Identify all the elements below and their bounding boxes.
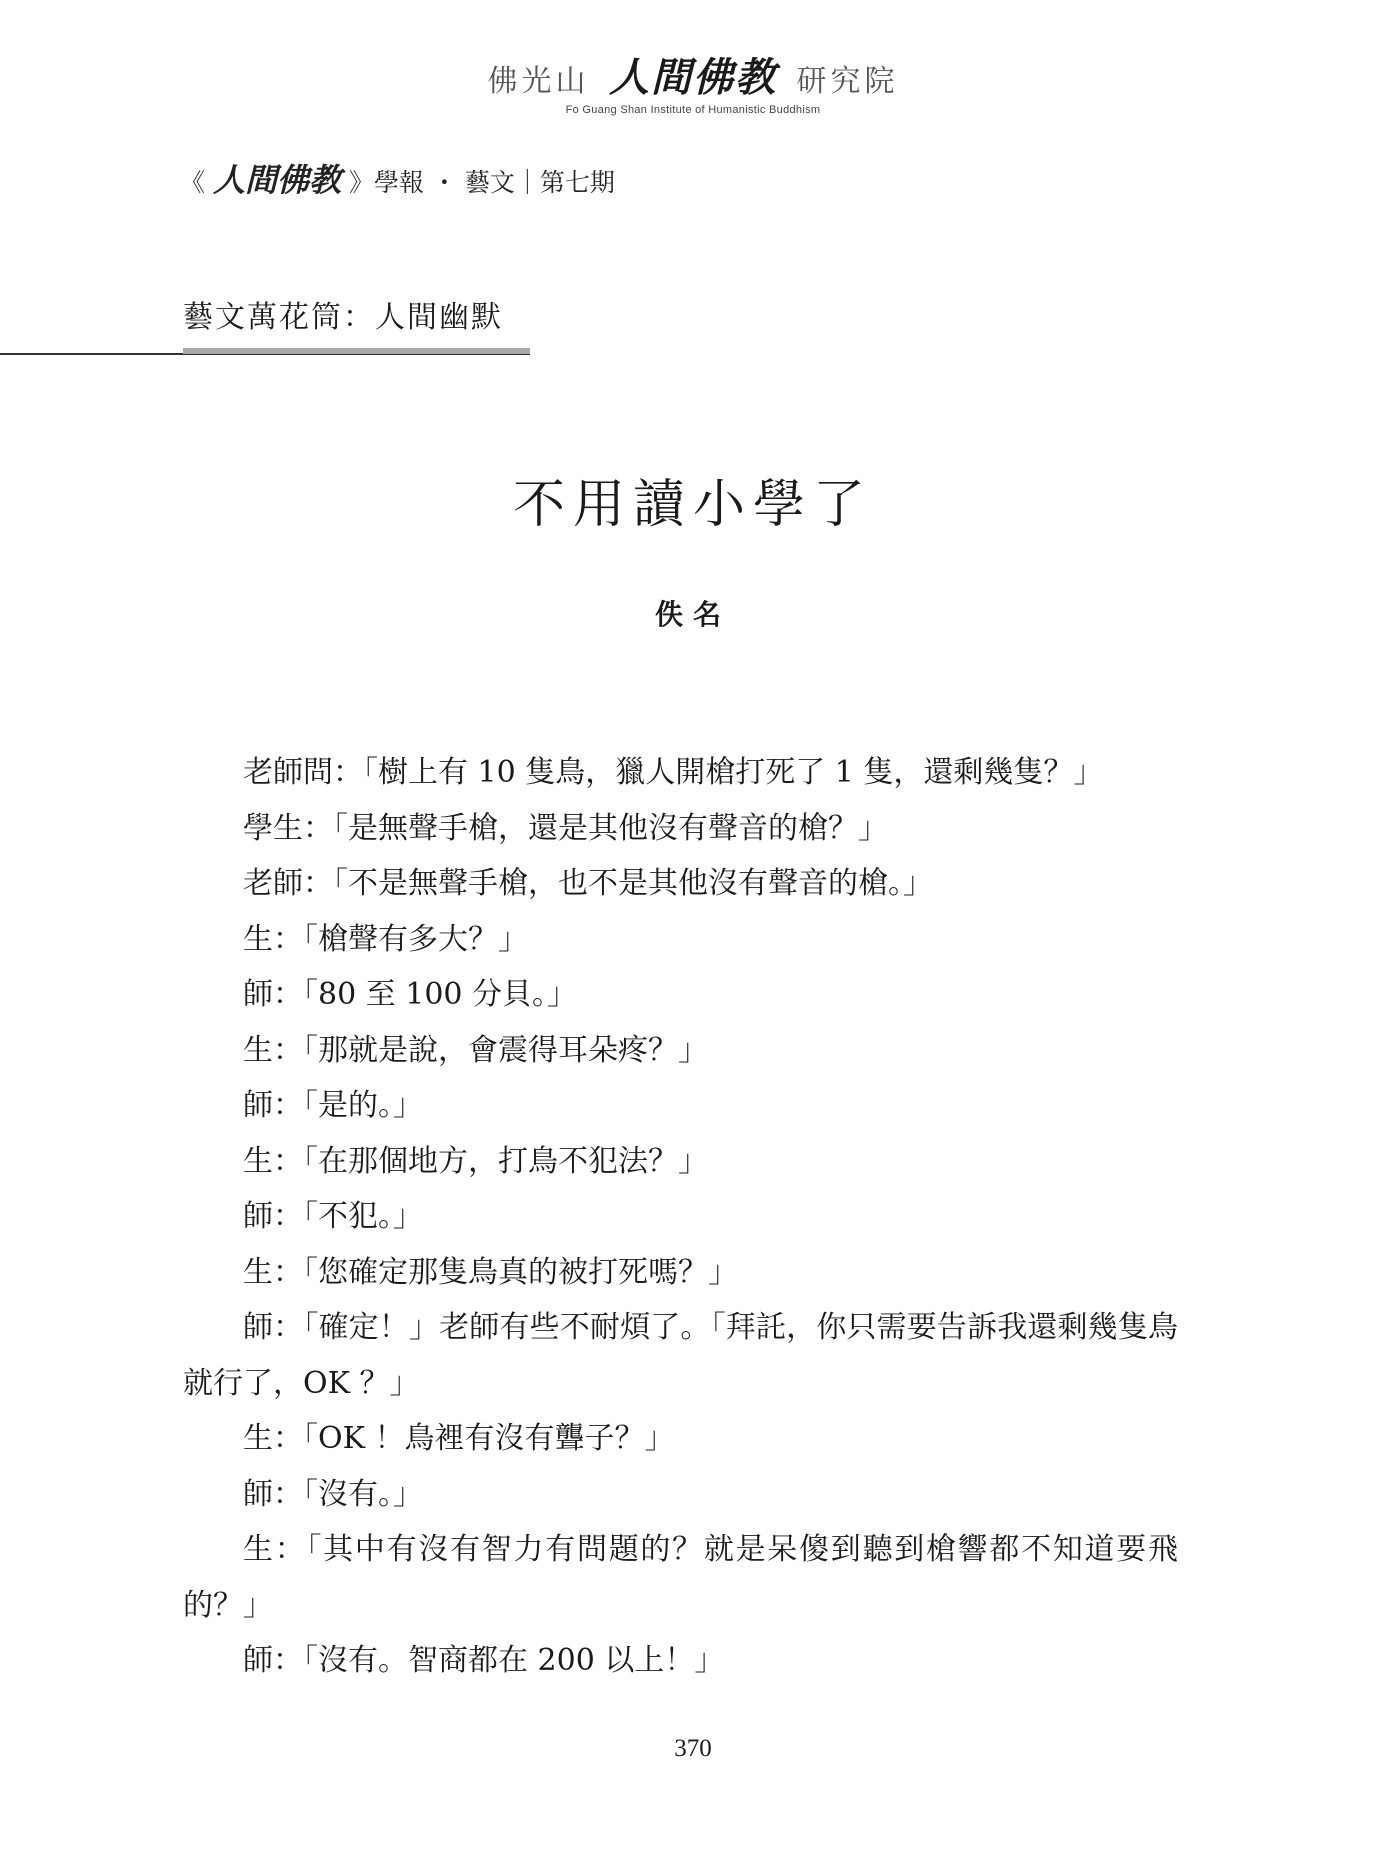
institute-prefix: 佛光山 (487, 64, 590, 99)
journal-open-bracket: 《 (180, 168, 206, 197)
page-number: 370 (674, 1735, 712, 1762)
dialogue-line: 老師問：「樹上有 10 隻鳥，獵人開槍打死了 1 隻，還剩幾隻？」 (243, 755, 1104, 790)
institute-english-name: Fo Guang Shan Institute of Humanistic Buddhism (565, 104, 821, 116)
institute-logo (0, 55, 1386, 102)
section-underline (183, 348, 530, 354)
section-title: 藝文萬花筒：人間幽默 (183, 300, 503, 335)
dialogue-line: 生：「其中有沒有智力有問題的？就是呆傻到聽到槍響都不知道要飛的？」 (183, 1532, 1178, 1623)
masthead (0, 55, 1386, 116)
article-body (183, 745, 1178, 1689)
dialogue-line: 師：「80 至 100 分貝。」 (243, 977, 578, 1012)
journal-header (180, 160, 615, 203)
journal-issue: 》學報 ・ 藝文｜第七期 (348, 168, 615, 197)
dialogue-line: 學生：「是無聲手槍，還是其他沒有聲音的槍？」 (243, 810, 888, 846)
dialogue-line: 生：「在那個地方，打鳥不犯法？」 (243, 1143, 708, 1179)
dialogue-line: 生：「那就是說，會震得耳朵疼？」 (243, 1032, 708, 1068)
dialogue-line: 師：「沒有。智商都在 200 以上！」 (243, 1643, 725, 1678)
institute-brand: 人間佛教 (609, 55, 777, 101)
journal-name: 人間佛教 (212, 161, 341, 199)
dialogue-line: 師：「不犯。」 (243, 1199, 423, 1234)
dialogue-line: 師：「是的。」 (243, 1088, 423, 1123)
article-title: 不用讀小學了 (512, 475, 873, 535)
dialogue-line: 生：「槍聲有多大？」 (243, 921, 528, 957)
dialogue-line: 生：「OK ！鳥裡有沒有聾子？」 (243, 1421, 675, 1456)
dialogue-line: 師：「沒有。」 (243, 1476, 423, 1512)
dialogue-line: 師：「確定！」老師有些不耐煩了。「拜託，你只需要告訴我還剩幾隻鳥就行了，OK ？」 (183, 1310, 1178, 1401)
dialogue-line: 老師：「不是無聲手槍，也不是其他沒有聲音的槍。」 (243, 866, 933, 901)
article-author: 佚名 (654, 598, 731, 631)
dialogue-line: 生：「您確定那隻鳥真的被打死嗎？」 (243, 1254, 738, 1290)
institute-suffix: 研究院 (796, 64, 899, 99)
